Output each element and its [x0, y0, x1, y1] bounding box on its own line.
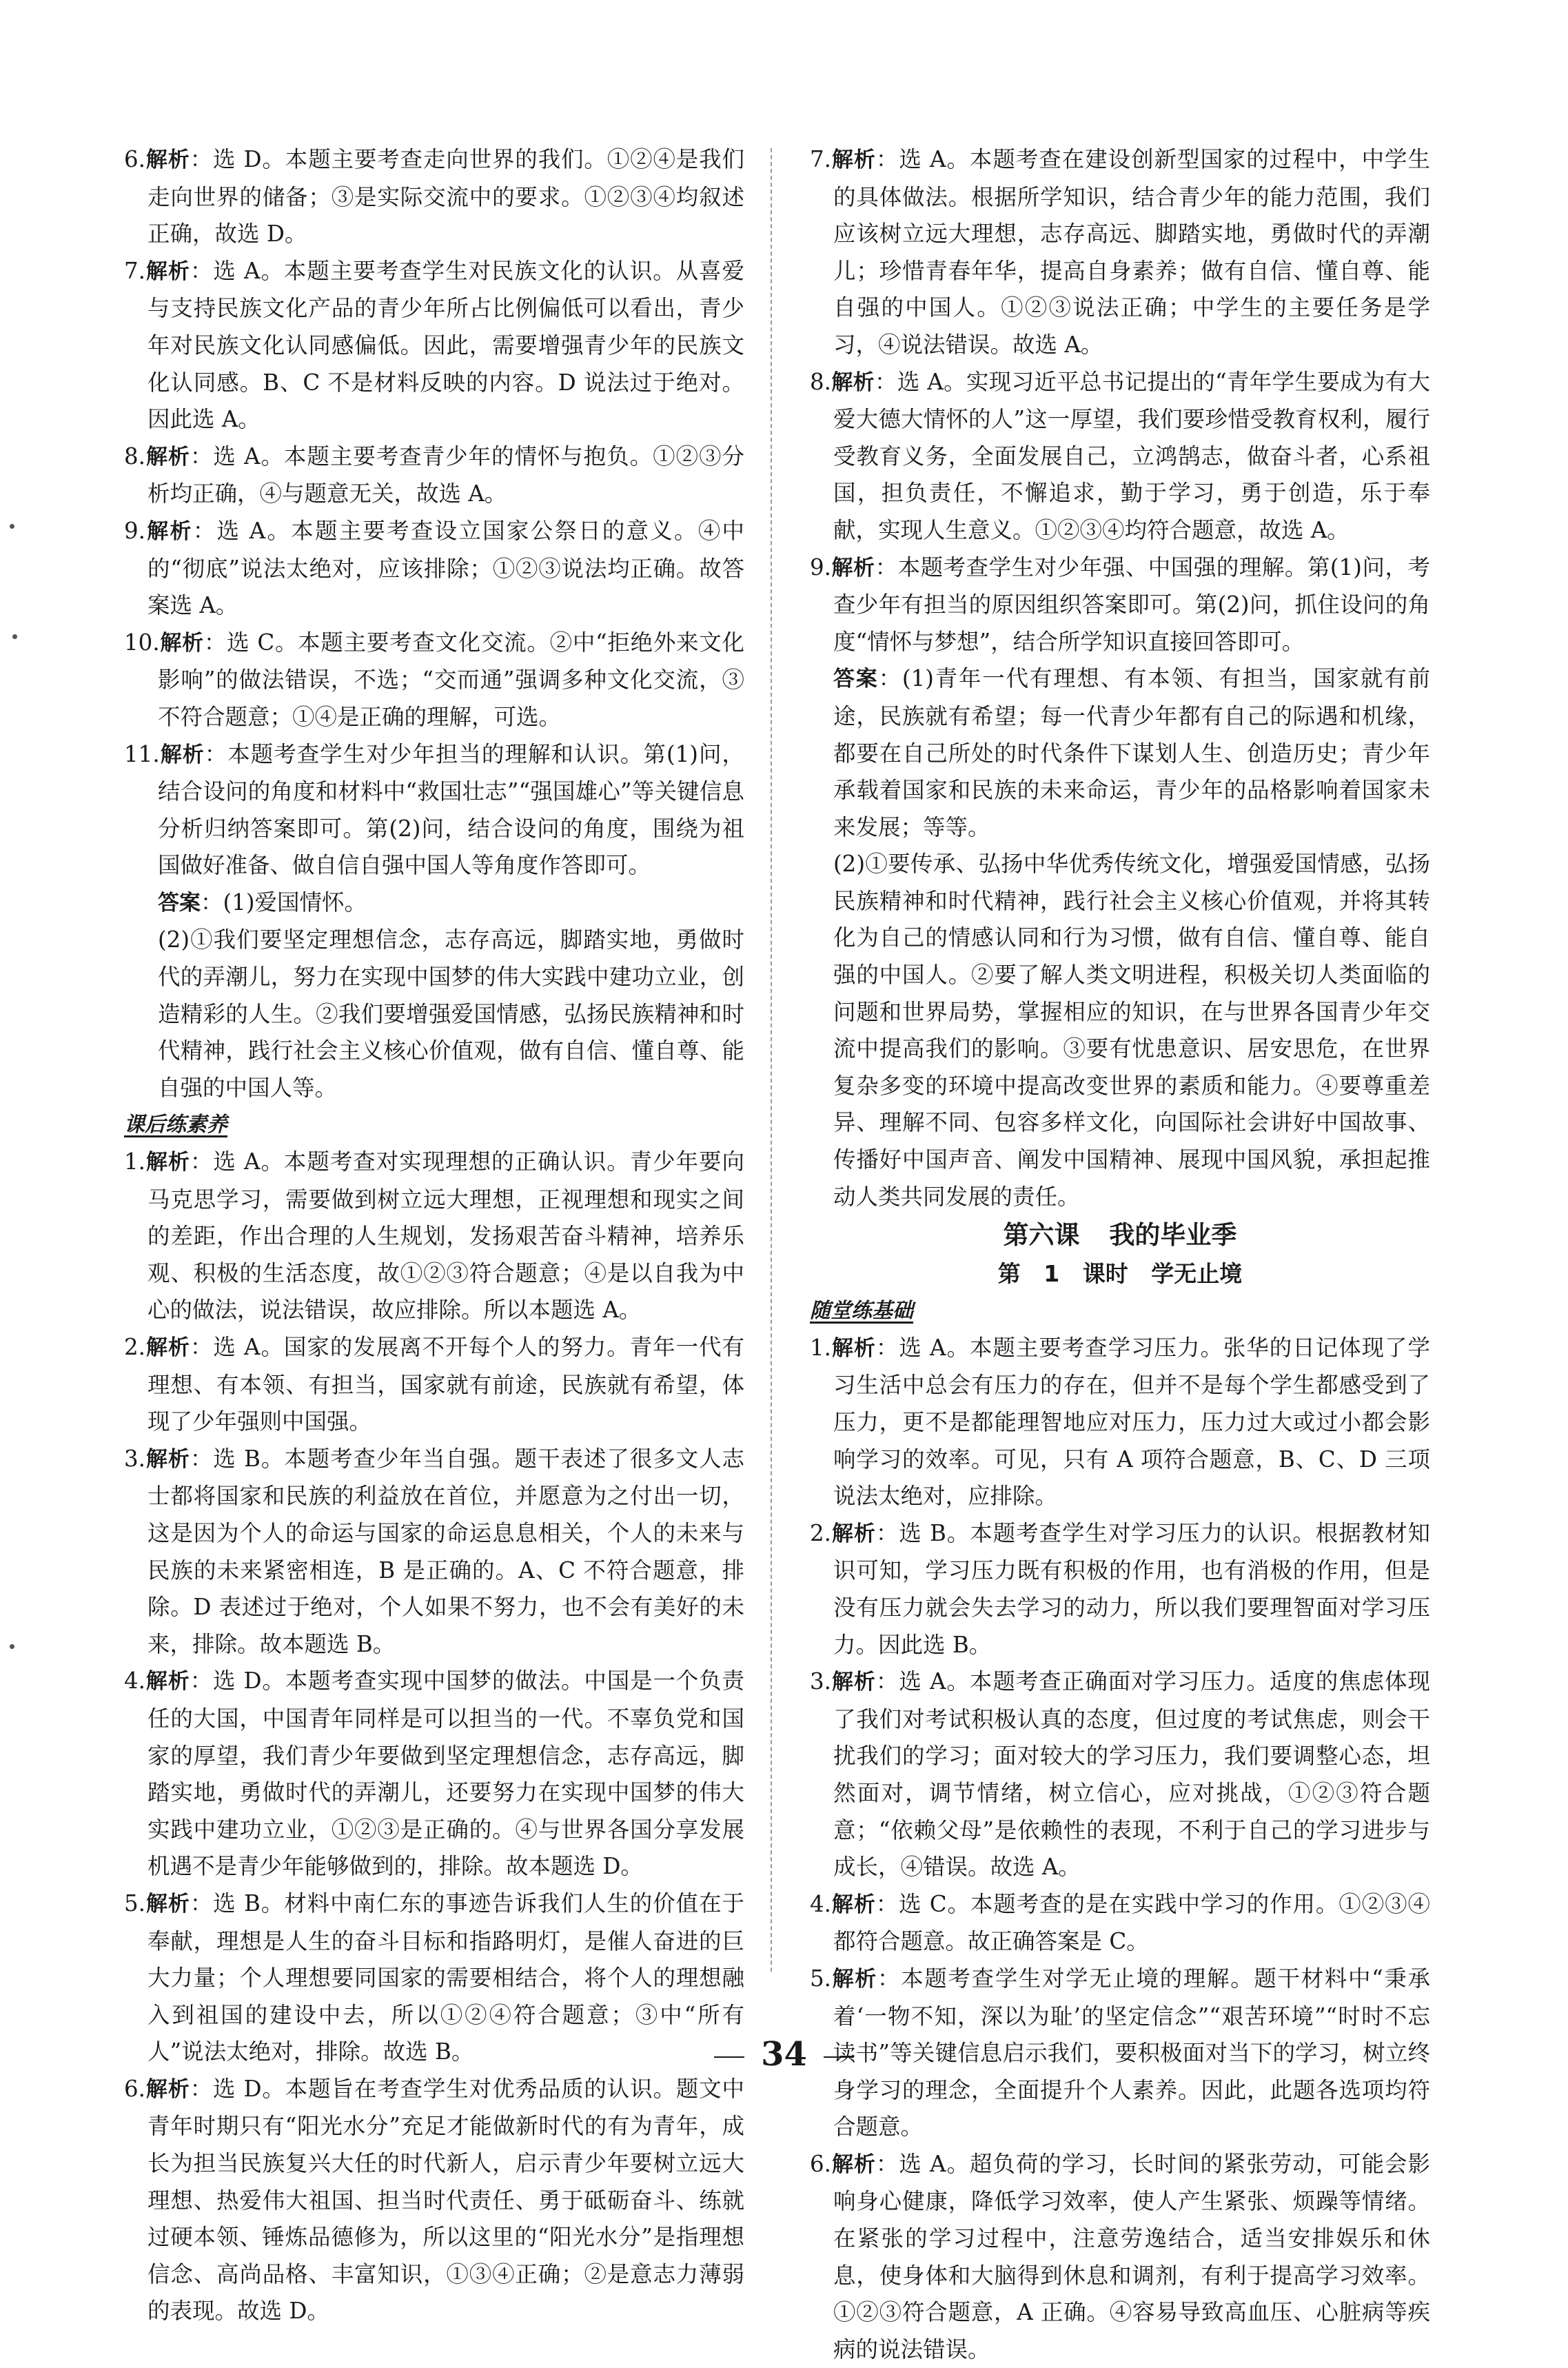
after-class-question-7: 7.解析：选 A。本题考查在建设创新型国家的过程中，中学生的具体做法。根据所学知识，结合青少年的能力范围，我们应该树立远大理想，志存高远、脚踏实地，勇做时代的弄潮儿；珍惜青春年华，提高自身素养；做有自信、懂自尊、能自强的中国人。①②③说法正确；中学生的主要任务是学习，④说法错误。故选 A。 — [810, 146, 1430, 358]
question-11-answer-1: 答案：(1)爱国情怀。 — [158, 889, 367, 915]
question-9-answer-2: (2)①要传承、弘扬中华优秀传统文化，增强爱国情感，弘扬民族精神和时代精神，践行社会主义核心价值观，并将其转化为自己的情感认同和行为习惯，做有自信、懂自尊、能自强的中国人。②要了解人类文明进程，积极关切人类面临的问题和世界局势，掌握相应的知识，在与世界各国青少年交流中提高我们的影响。③要有忧患意识、居安思危，在世界复杂多变的环境中提高改变世界的素质和能力。④要尊重差异、理解不同、包容多样文化，向国际社会讲好中国故事、传播好中国声音、阐发中国精神、展现中国风貌，承担起推动人类共同发展的责任。 — [833, 851, 1430, 1210]
analysis-label: 解析 — [145, 1446, 190, 1472]
in-class-question-5: 5.解析：本题考查学生对学无止境的理解。题干材料中“秉承着‘一物不知，深以为耻’的坚定信念”“艰苦环境”“时时不忘读书”等关键信息启示我们，要积极面对当下的学习，树立终身学习的理念，全面提升个人素养。因此，此题各选项均符合题意。 — [810, 1965, 1430, 2141]
question-6: 6.解析：选 D。本题主要考查走向世界的我们。①②④是我们走向世界的储备；③是实际交流中的要求。①②③④均叙述正确，故选 D。 — [124, 146, 745, 247]
after-class-question-5: 5.解析：选 B。材料中南仁东的事迹告诉我们人生的价值在于奉献，理想是人生的奋斗目标和指路明灯，是催人奋进的巨大力量；个人理想要同国家的需要相结合，将个人的理想融入到祖国的建设中去，所以①②④符合题意；③中“所有人”说法太绝对，排除。故选 B。 — [124, 1890, 745, 2065]
analysis-label: 解析 — [145, 444, 190, 469]
margin-dot — [12, 634, 17, 639]
analysis-label: 解析 — [145, 518, 193, 544]
answer-label: 答案 — [833, 667, 879, 692]
analysis-label: 解析 — [831, 555, 875, 580]
analysis-label: 解析 — [145, 1150, 190, 1175]
analysis-label: 解析 — [831, 370, 875, 395]
in-class-question-6: 6.解析：选 A。超负荷的学习，长时间的紧张劳动，可能会影响身心健康，降低学习效率，使人产生紧张、烦躁等情绪。在紧张的学习过程中，注意劳逸结合，适当安排娱乐和休息，使身体和大脑得到休息和调剂，有利于提高学习效率。①②③符合题意，A 正确。④容易导致高血压、心脏病等疾病的说法错误。 — [810, 2150, 1430, 2362]
question-9: 9.解析：选 A。本题主要考查设立国家公祭日的意义。④中的“彻底”说法太绝对，应该排除；①②③说法均正确。故答案选 A。 — [124, 517, 744, 619]
section-heading-in-class: 随堂练基础 — [810, 1299, 913, 1324]
section-heading-after-class: 课后练素养 — [124, 1113, 227, 1137]
analysis-label: 解析 — [159, 742, 205, 767]
answer-label: 答案 — [158, 890, 201, 915]
question-10: 10.解析：选 C。本题主要考查文化交流。②中“拒绝外来文化影响”的做法错误，不选；“交而通”强调多种文化交流，③不符合题意；①④是正确的理解，可选。 — [124, 629, 744, 730]
after-class-question-8: 8.解析：选 A。实现习近平总书记提出的“青年学生要成为有大爱大德大情怀的人”这一厚望，我们要珍惜受教育权利，履行受教育义务，全面发展自己，立鸿鹄志，做奋斗者，心系祖国，担负责任，不懈追求，勤于学习，勇于创造，乐于奉献，实现人生意义。①②③④均符合题意，故选 A。 — [810, 368, 1431, 543]
page-number-value: 34 — [761, 2035, 807, 2074]
lesson-subtitle: 第 1 课时 学无止境 — [997, 1260, 1243, 1288]
margin-dot — [10, 1644, 14, 1649]
left-column — [124, 141, 744, 2330]
analysis-label: 解析 — [831, 1670, 876, 1695]
analysis-label: 解析 — [831, 1892, 876, 1917]
analysis-label: 解析 — [831, 1966, 877, 1992]
right-column — [810, 141, 1430, 2368]
in-class-question-1: 1.解析：选 A。本题主要考查学习压力。张华的日记体现了学习生活中总会有压力的存在，但并不是每个学生都感受到了压力，更不是都能理智地应对压力，压力过大或过小都会影响学习的效率。可见，只有 A 项符合题意，B、C、D 三项说法太绝对，应排除。 — [810, 1334, 1430, 1510]
analysis-label: 解析 — [145, 2076, 190, 2102]
analysis-label: 解析 — [145, 259, 190, 284]
column-divider — [771, 148, 772, 1972]
after-class-question-9: 9.解析：本题考查学生对少年强、中国强的理解。第(1)问，考查少年有担当的原因组织答案即可。第(2)问，抓住设问的角度“情怀与梦想”，结合所学知识直接回答即可。 — [810, 554, 1431, 655]
after-class-question-3: 3.解析：选 B。本题考查少年当自强。题干表述了很多文人志士都将国家和民族的利益放在首位，并愿意为之付出一切，这是因为个人的命运与国家的命运息息相关，个人的未来与民族的未来紧密相连，B 是正确的。A、C 不符合题意，排除。D 表述过于绝对，个人如果不努力，也不会有美好的未来，排除。故本题选 B。 — [124, 1445, 745, 1657]
after-class-question-6: 6.解析：选 D。本题旨在考查学生对优秀品质的认识。题文中青年时期只有“阳光水分”充足才能做新时代的有为青年，成长为担当民族复兴大任的时代新人，启示青少年要树立远大理想、热爱伟大祖国、担当时代责任、勇于砥砺奋斗、练就过硬本领、锤炼品德修为，所以这里的“阳光水分”是指理想信念、高尚品格、丰富知识，①③④正确；②是意志力薄弱的表现。故选 D。 — [124, 2075, 745, 2325]
analysis-label: 解析 — [159, 630, 204, 656]
margin-dot — [10, 524, 14, 529]
analysis-label: 解析 — [831, 1335, 876, 1361]
question-8: 8.解析：选 A。本题主要考查青少年的情怀与抱负。①②③分析均正确，④与题意无关，故选 A。 — [124, 443, 744, 507]
in-class-question-2: 2.解析：选 B。本题考查学生对学习压力的认识。根据教材知识可知，学习压力既有积极的作用，也有消极的作用，但是没有压力就会失去学习的动力，所以我们要理智面对学习压力。因此选 B。 — [810, 1519, 1431, 1658]
after-class-question-2: 2.解析：选 A。国家的发展离不开每个人的努力。青年一代有理想、有本领、有担当，国家就有前途，民族就有希望，体现了少年强则中国强。 — [124, 1334, 744, 1435]
lesson-title: 第六课 我的毕业季 — [1003, 1220, 1237, 1251]
question-11: 11.解析：本题考查学生对少年担当的理解和认识。第(1)问，结合设问的角度和材料中“救国壮志”“强国雄心”等关键信息分析归纳答案即可。第(2)问，结合设问的角度，围绕为祖国做好准备、做自信自强中国人等角度作答即可。 — [124, 740, 745, 879]
in-class-question-4: 4.解析：选 C。本题考查的是在实践中学习的作用。①②③④都符合题意。故正确答案是 C。 — [810, 1890, 1431, 1955]
after-class-question-1: 1.解析：选 A。本题考查对实现理想的正确认识。青少年要向马克思学习，需要做到树立远大理想，正视理想和现实之间的差距，作出合理的人生规划，发扬艰苦奋斗精神，培养乐观、积极的生活态度，故①②③符合题意；④是以自我为中心的做法，说法错误，故应排除。所以本题选 A。 — [124, 1148, 744, 1324]
analysis-label: 解析 — [145, 148, 190, 172]
page-number-dash-right — [824, 2056, 854, 2058]
in-class-question-3: 3.解析：选 A。本题考查正确面对学习压力。适度的焦虑体现了我们对考试积极认真的态度，但过度的考试焦虑，则会干扰我们的学习；面对较大的学习压力，我们要调整心态，坦然面对，调节情绪，树立信心，应对挑战，①②③符合题意；“依赖父母”是依赖性的表现，不利于自己的学习进步与成长，④错误。故选 A。 — [810, 1668, 1430, 1881]
question-9-answer-1: 答案：(1)青年一代有理想、有本领、有担当，国家就有前途，民族就有希望；每一代青少年都有自己的际遇和机缘，都要在自己所处的时代条件下谋划人生、创造历史；青少年承载着国家和民族的未来命运，青少年的品格影响着国家未来发展；等等。 — [833, 665, 1431, 840]
analysis-label: 解析 — [831, 148, 876, 172]
analysis-label: 解析 — [145, 1669, 190, 1694]
analysis-label: 解析 — [145, 1891, 190, 1916]
analysis-label: 解析 — [831, 1521, 876, 1546]
question-11-answer-2: (2)①我们要坚定理想信念，志存高远，脚踏实地，勇做时代的弄潮儿，努力在实现中国梦的伟大实践中建功立业，创造精彩的人生。②我们要增强爱国情感，弘扬民族精神和时代精神，践行社会主义核心价值观，做有自信、懂自尊、能自强的中国人等。 — [158, 927, 744, 1101]
page-number — [0, 2035, 1568, 2074]
analysis-label: 解析 — [145, 1335, 190, 1360]
after-class-question-4: 4.解析：选 D。本题考查实现中国梦的做法。中国是一个负责任的大国，中国青年同样是可以担当的一代。不辜负党和国家的厚望，我们青少年要做到坚定理想信念，志存高远，脚踏实地，勇做时代的弄潮儿，还要努力在实现中国梦的伟大实践中建功立业，①②③是正确的。④与世界各国分享发展机遇不是青少年能够做到的，排除。故本题选 D。 — [124, 1668, 745, 1880]
page-number-dash-left — [714, 2056, 744, 2058]
question-7: 7.解析：选 A。本题主要考查学生对民族文化的认识。从喜爱与支持民族文化产品的青少年所占比例偏低可以看出，青少年对民族文化认同感偏低。因此，需要增强青少年的民族文化认同感。B、C 不是材料反映的内容。D 说法过于绝对。因此选 A。 — [124, 257, 744, 433]
analysis-label: 解析 — [831, 2152, 876, 2177]
